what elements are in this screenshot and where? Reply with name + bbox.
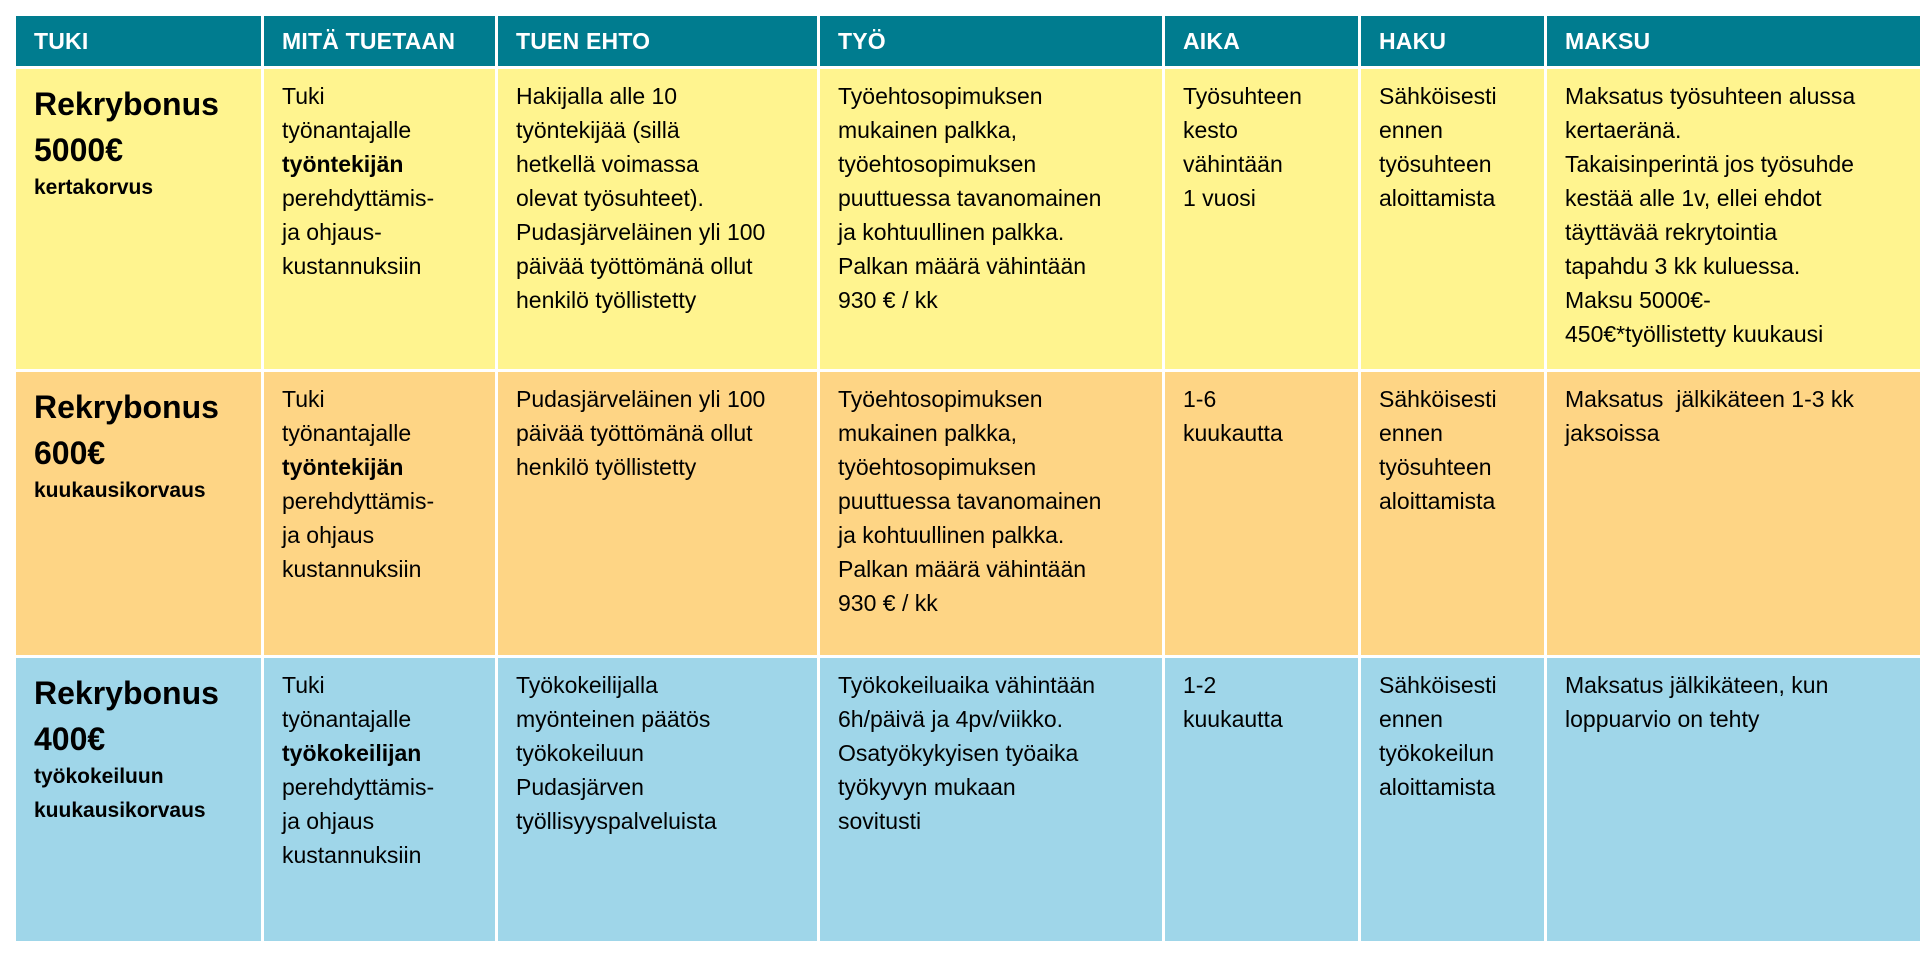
cell-mita-tuetaan: Tuki työnantajalle työntekijän perehdyttämis- ja ohjaus kustannuksiin xyxy=(264,372,495,655)
cell-tyo: Työehtosopimuksen mukainen palkka, työehtosopimuksen puuttuessa tavanomainen ja kohtuullinen palkka. Palkan määrä vähintään 930 € / kk xyxy=(820,69,1162,369)
cell-tuki xyxy=(16,69,261,369)
cell-tuki xyxy=(16,658,261,941)
cell-aika: 1-6 kuukautta xyxy=(1165,372,1358,655)
support-name: Rekrybonus 400€ xyxy=(34,675,219,757)
cell-maksu: Maksatus työsuhteen alussa kertaeränä. Takaisinperintä jos työsuhde kestää alle 1v, ellei ehdot täyttävää rekrytointia tapahdu 3 kk kuluessa. Maksu 5000€- 450€*työllistetty kuukausi xyxy=(1547,69,1920,369)
cell-aika: Työsuhteen kesto vähintään 1 vuosi xyxy=(1165,69,1358,369)
cell-tyo: Työkokeiluaika vähintään 6h/päivä ja 4pv/viikko. Osatyökykyisen työaika työkyvyn mukaan sovitusti xyxy=(820,658,1162,941)
bold-target: työntekijän xyxy=(282,151,404,177)
header-tuen-ehto: TUEN EHTO xyxy=(498,16,817,66)
bold-target: työntekijän xyxy=(282,454,404,480)
cell-tuen-ehto: Työkokeilijalla myönteinen päätös työkokeiluun Pudasjärven työllisyyspalveluista xyxy=(498,658,817,941)
cell-aika: 1-2 kuukautta xyxy=(1165,658,1358,941)
bold-target: työkokeilijan xyxy=(282,740,422,766)
cell-tuki xyxy=(16,372,261,655)
cell-maksu: Maksatus jälkikäteen 1-3 kk jaksoissa xyxy=(1547,372,1920,655)
cell-mita-tuetaan: Tuki työnantajalle työkokeilijan perehdyttämis- ja ohjaus kustannuksiin xyxy=(264,658,495,941)
support-type: kuukausikorvaus xyxy=(34,479,206,502)
cell-haku: Sähköisesti ennen työkokeilun aloittamista xyxy=(1361,658,1544,941)
header-aika: AIKA xyxy=(1165,16,1358,66)
support-type: kertakorvus xyxy=(34,176,154,199)
cell-tuen-ehto: Hakijalla alle 10 työntekijää (sillä hetkellä voimassa olevat työsuhteet). Pudasjärveläinen yli 100 päivää työttömänä ollut henkilö työllistetty xyxy=(498,69,817,369)
header-tyo: TYÖ xyxy=(820,16,1162,66)
header-mita-tuetaan: MITÄ TUETAAN xyxy=(264,16,495,66)
cell-tyo: Työehtosopimuksen mukainen palkka, työehtosopimuksen puuttuessa tavanomainen ja kohtuullinen palkka. Palkan määrä vähintään 930 € / kk xyxy=(820,372,1162,655)
support-table xyxy=(16,16,1904,941)
support-type: työkokeiluun kuukausikorvaus xyxy=(34,765,206,822)
cell-haku: Sähköisesti ennen työsuhteen aloittamista xyxy=(1361,372,1544,655)
header-haku: HAKU xyxy=(1361,16,1544,66)
header-tuki: TUKI xyxy=(16,16,261,66)
cell-haku: Sähköisesti ennen työsuhteen aloittamista xyxy=(1361,69,1544,369)
support-name: Rekrybonus 5000€ xyxy=(34,86,219,168)
cell-maksu: Maksatus jälkikäteen, kun loppuarvio on tehty xyxy=(1547,658,1920,941)
support-name: Rekrybonus 600€ xyxy=(34,389,219,471)
cell-mita-tuetaan: Tuki työnantajalle työntekijän perehdyttämis- ja ohjaus- kustannuksiin xyxy=(264,69,495,369)
cell-tuen-ehto: Pudasjärveläinen yli 100 päivää työttömänä ollut henkilö työllistetty xyxy=(498,372,817,655)
header-maksu: MAKSU xyxy=(1547,16,1920,66)
